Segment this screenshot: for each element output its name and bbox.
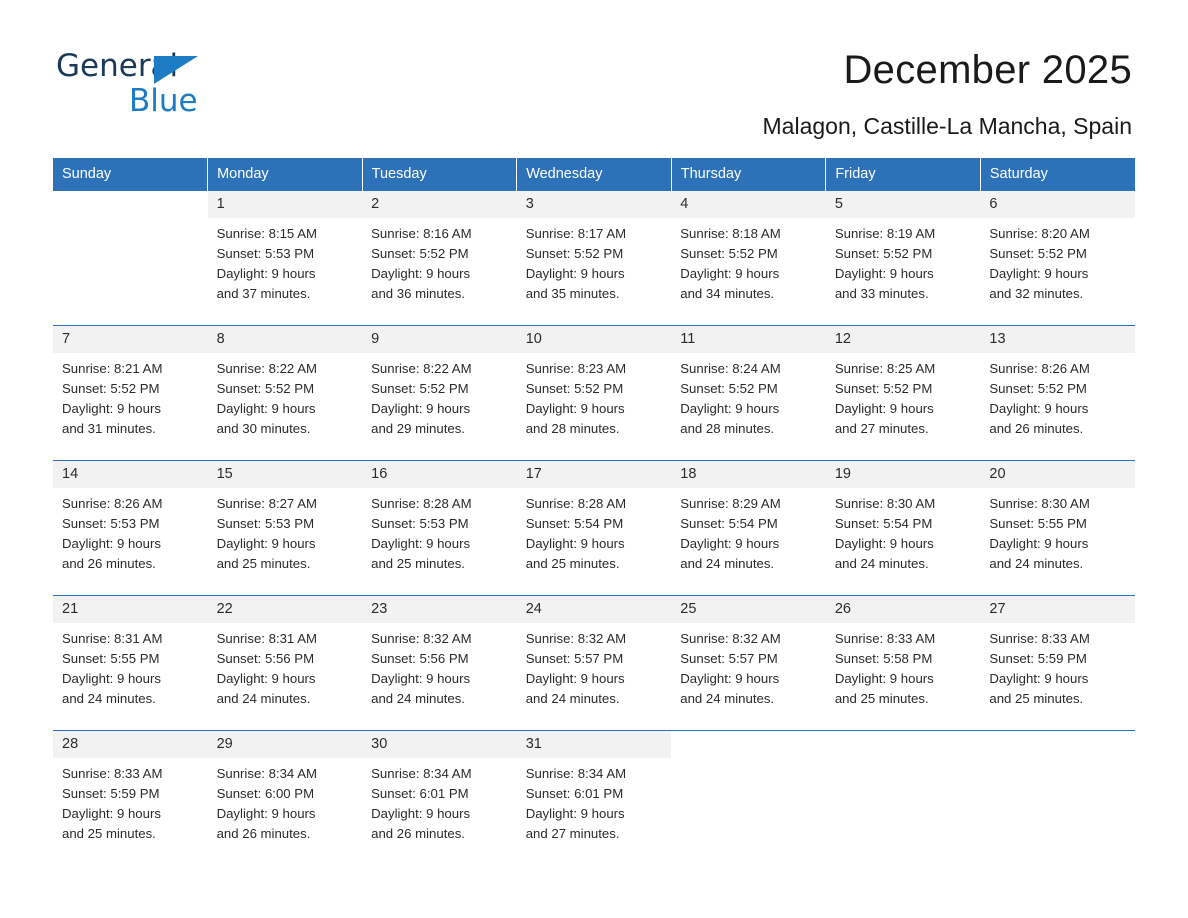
day-info-line: Sunrise: 8:27 AM xyxy=(216,496,317,511)
day-sun-info xyxy=(980,353,1135,439)
day-sun-info xyxy=(362,353,517,439)
day-info-line: Sunrise: 8:18 AM xyxy=(680,226,781,241)
day-number: 18 xyxy=(671,461,826,488)
day-number: 26 xyxy=(826,596,981,623)
day-number: 27 xyxy=(980,596,1135,623)
day-info-line: and 31 minutes. xyxy=(62,421,156,436)
day-number: 30 xyxy=(362,731,517,758)
calendar-day-cell[interactable] xyxy=(826,191,981,326)
calendar-empty-cell xyxy=(826,731,981,866)
day-number: 9 xyxy=(362,326,517,353)
day-number: 3 xyxy=(517,191,672,218)
calendar-day-cell[interactable] xyxy=(362,326,517,461)
day-info-line: Sunrise: 8:17 AM xyxy=(525,226,627,241)
day-number: 4 xyxy=(671,191,826,218)
day-info-line: Daylight: 9 hours xyxy=(371,536,471,551)
calendar-day-cell[interactable] xyxy=(517,461,672,596)
day-info-line: Sunset: 5:57 PM xyxy=(525,651,624,666)
day-info-line: Sunrise: 8:20 AM xyxy=(989,226,1090,241)
day-sun-info xyxy=(208,758,363,844)
day-info-line: Sunset: 6:00 PM xyxy=(216,786,315,801)
day-info-line: Sunrise: 8:30 AM xyxy=(834,496,936,511)
generalblue-logo xyxy=(56,48,236,120)
day-info-line: Sunrise: 8:25 AM xyxy=(834,361,936,376)
day-info-line: and 34 minutes. xyxy=(680,286,775,301)
day-info-line: and 26 minutes. xyxy=(62,556,156,571)
calendar-day-cell[interactable] xyxy=(980,326,1135,461)
day-info-line: Sunset: 5:54 PM xyxy=(834,516,933,531)
day-number: 5 xyxy=(826,191,981,218)
calendar-week-row xyxy=(53,326,1135,461)
day-info-line: and 33 minutes. xyxy=(834,286,929,301)
day-sun-info xyxy=(53,488,208,574)
day-info-line: Daylight: 9 hours xyxy=(371,806,471,821)
day-info-line: Sunset: 5:56 PM xyxy=(216,651,315,666)
day-info-line: and 24 minutes. xyxy=(62,691,156,706)
day-number xyxy=(671,731,826,758)
calendar-day-cell[interactable] xyxy=(53,731,208,866)
day-info-line: Sunrise: 8:32 AM xyxy=(680,631,781,646)
day-info-line: and 26 minutes. xyxy=(989,421,1084,436)
day-sun-info xyxy=(826,353,981,439)
day-info-line: Sunrise: 8:31 AM xyxy=(62,631,163,646)
day-sun-info xyxy=(517,218,672,304)
day-sun-info xyxy=(517,488,672,574)
day-info-line: and 25 minutes. xyxy=(62,826,156,841)
day-info-line: and 26 minutes. xyxy=(216,826,311,841)
page-title: December 2025 xyxy=(843,48,1132,92)
day-info-line: and 24 minutes. xyxy=(680,556,775,571)
flag-icon xyxy=(154,56,198,84)
day-info-line: Sunrise: 8:22 AM xyxy=(216,361,317,376)
day-info-line: Sunset: 5:59 PM xyxy=(62,786,160,801)
day-info-line: and 24 minutes. xyxy=(216,691,311,706)
day-info-line: Sunrise: 8:30 AM xyxy=(989,496,1090,511)
day-info-line: and 24 minutes. xyxy=(371,691,465,706)
calendar-day-cell[interactable] xyxy=(980,461,1135,596)
day-sun-info xyxy=(362,758,517,844)
day-info-line: Daylight: 9 hours xyxy=(525,536,625,551)
day-info-line: Daylight: 9 hours xyxy=(680,266,780,281)
calendar-week-row xyxy=(53,596,1135,731)
day-info-line: Sunset: 5:58 PM xyxy=(834,651,933,666)
day-info-line: Sunrise: 8:23 AM xyxy=(525,361,627,376)
day-info-line: Daylight: 9 hours xyxy=(62,401,161,416)
day-info-line: Sunset: 5:56 PM xyxy=(371,651,469,666)
calendar-day-cell[interactable] xyxy=(826,596,981,731)
day-number xyxy=(980,731,1135,758)
day-info-line: Daylight: 9 hours xyxy=(216,536,316,551)
day-sun-info xyxy=(362,218,517,304)
day-info-line: Sunrise: 8:21 AM xyxy=(62,361,163,376)
day-info-line: Daylight: 9 hours xyxy=(680,536,780,551)
day-number: 24 xyxy=(517,596,672,623)
day-info-line: Daylight: 9 hours xyxy=(525,266,625,281)
day-number: 28 xyxy=(53,731,208,758)
day-info-line: Sunset: 5:52 PM xyxy=(989,246,1087,261)
day-info-line: and 29 minutes. xyxy=(371,421,465,436)
day-info-line: Daylight: 9 hours xyxy=(62,806,161,821)
calendar-day-cell[interactable] xyxy=(826,326,981,461)
day-info-line: Sunset: 5:54 PM xyxy=(680,516,778,531)
day-info-line: and 27 minutes. xyxy=(834,421,929,436)
day-sun-info xyxy=(980,488,1135,574)
day-info-line: Daylight: 9 hours xyxy=(371,671,471,686)
calendar-empty-cell xyxy=(671,731,826,866)
weekday-header-tuesday: Tuesday xyxy=(362,158,517,191)
calendar-day-cell[interactable] xyxy=(980,191,1135,326)
day-number: 14 xyxy=(53,461,208,488)
day-info-line: Daylight: 9 hours xyxy=(216,671,316,686)
day-number: 6 xyxy=(980,191,1135,218)
day-info-line: Sunset: 6:01 PM xyxy=(525,786,624,801)
calendar-day-cell[interactable] xyxy=(208,326,363,461)
day-number: 21 xyxy=(53,596,208,623)
day-info-line: Daylight: 9 hours xyxy=(989,671,1089,686)
day-info-line: Sunrise: 8:28 AM xyxy=(525,496,627,511)
day-info-line: Sunrise: 8:33 AM xyxy=(989,631,1090,646)
day-number xyxy=(826,731,981,758)
day-number: 25 xyxy=(671,596,826,623)
day-info-line: and 24 minutes. xyxy=(525,691,620,706)
calendar-day-cell[interactable] xyxy=(517,596,672,731)
day-info-line: Daylight: 9 hours xyxy=(525,401,625,416)
day-sun-info xyxy=(362,623,517,709)
calendar-day-cell[interactable] xyxy=(208,596,363,731)
day-info-line: Sunset: 5:57 PM xyxy=(680,651,778,666)
day-info-line: Sunset: 5:54 PM xyxy=(525,516,624,531)
day-info-line: Daylight: 9 hours xyxy=(62,671,161,686)
calendar-day-cell[interactable] xyxy=(517,326,672,461)
weekday-header-wednesday: Wednesday xyxy=(517,158,672,191)
sunrise-sunset-calendar xyxy=(53,158,1135,866)
calendar-day-cell[interactable] xyxy=(671,326,826,461)
calendar-body xyxy=(53,191,1135,866)
day-info-line: Daylight: 9 hours xyxy=(371,266,471,281)
page-header xyxy=(0,0,1188,148)
day-number: 13 xyxy=(980,326,1135,353)
day-sun-info xyxy=(208,488,363,574)
weekday-header-saturday: Saturday xyxy=(980,158,1135,191)
day-number: 20 xyxy=(980,461,1135,488)
day-info-line: Sunset: 5:53 PM xyxy=(62,516,160,531)
calendar-day-cell[interactable] xyxy=(208,461,363,596)
calendar-day-cell[interactable] xyxy=(53,596,208,731)
day-info-line: and 25 minutes. xyxy=(834,691,929,706)
day-number xyxy=(53,191,208,218)
calendar-day-cell[interactable] xyxy=(53,461,208,596)
day-info-line: Daylight: 9 hours xyxy=(525,806,625,821)
day-info-line: Sunrise: 8:34 AM xyxy=(216,766,317,781)
day-info-line: Daylight: 9 hours xyxy=(834,266,934,281)
calendar-empty-cell xyxy=(980,731,1135,866)
calendar-day-cell[interactable] xyxy=(517,731,672,866)
calendar-day-cell[interactable] xyxy=(53,326,208,461)
day-sun-info xyxy=(826,488,981,574)
day-info-line: Sunrise: 8:33 AM xyxy=(834,631,936,646)
calendar-day-cell[interactable] xyxy=(208,731,363,866)
day-number: 19 xyxy=(826,461,981,488)
logo-text-blue: Blue xyxy=(129,83,198,119)
calendar-empty-cell xyxy=(53,191,208,326)
day-sun-info xyxy=(671,488,826,574)
day-info-line: and 25 minutes. xyxy=(989,691,1084,706)
day-sun-info xyxy=(671,353,826,439)
day-number: 31 xyxy=(517,731,672,758)
day-sun-info xyxy=(53,353,208,439)
day-info-line: and 24 minutes. xyxy=(680,691,775,706)
day-info-line: Sunrise: 8:34 AM xyxy=(371,766,472,781)
weekday-header-friday: Friday xyxy=(826,158,981,191)
page-subtitle-location: Malagon, Castille-La Mancha, Spain xyxy=(762,113,1132,139)
day-info-line: Sunrise: 8:29 AM xyxy=(680,496,781,511)
day-info-line: Sunset: 5:52 PM xyxy=(680,246,778,261)
day-sun-info xyxy=(826,218,981,304)
day-number: 16 xyxy=(362,461,517,488)
day-info-line: Sunset: 5:52 PM xyxy=(371,246,469,261)
day-sun-info xyxy=(517,623,672,709)
day-info-line: Sunrise: 8:26 AM xyxy=(62,496,163,511)
day-info-line: Daylight: 9 hours xyxy=(680,401,780,416)
day-info-line: and 27 minutes. xyxy=(525,826,620,841)
day-info-line: Daylight: 9 hours xyxy=(371,401,471,416)
day-info-line: Sunset: 5:52 PM xyxy=(525,381,624,396)
day-sun-info xyxy=(671,218,826,304)
day-info-line: Sunset: 5:52 PM xyxy=(834,381,933,396)
day-info-line: Daylight: 9 hours xyxy=(62,536,161,551)
day-info-line: Sunset: 5:52 PM xyxy=(371,381,469,396)
weekday-header-sunday: Sunday xyxy=(53,158,208,191)
day-number: 1 xyxy=(208,191,363,218)
day-info-line: Sunrise: 8:22 AM xyxy=(371,361,472,376)
day-info-line: and 36 minutes. xyxy=(371,286,465,301)
calendar-day-cell[interactable] xyxy=(980,596,1135,731)
weekday-header-row xyxy=(53,158,1135,191)
weekday-header-monday: Monday xyxy=(208,158,363,191)
day-info-line: Sunset: 6:01 PM xyxy=(371,786,469,801)
calendar-week-row xyxy=(53,731,1135,866)
weekday-header-thursday: Thursday xyxy=(671,158,826,191)
day-info-line: Sunrise: 8:28 AM xyxy=(371,496,472,511)
day-info-line: Sunset: 5:52 PM xyxy=(680,381,778,396)
calendar-day-cell[interactable] xyxy=(362,731,517,866)
day-info-line: Sunset: 5:53 PM xyxy=(216,516,315,531)
day-info-line: Sunrise: 8:26 AM xyxy=(989,361,1090,376)
day-info-line: Daylight: 9 hours xyxy=(216,401,316,416)
day-sun-info xyxy=(208,218,363,304)
day-number: 10 xyxy=(517,326,672,353)
calendar-day-cell[interactable] xyxy=(671,461,826,596)
day-info-line: Sunrise: 8:16 AM xyxy=(371,226,472,241)
day-info-line: Sunset: 5:53 PM xyxy=(216,246,315,261)
day-sun-info xyxy=(208,623,363,709)
day-sun-info xyxy=(826,623,981,709)
day-info-line: Daylight: 9 hours xyxy=(216,266,316,281)
day-info-line: Daylight: 9 hours xyxy=(216,806,316,821)
day-info-line: and 24 minutes. xyxy=(834,556,929,571)
day-info-line: Sunset: 5:55 PM xyxy=(62,651,160,666)
day-info-line: and 30 minutes. xyxy=(216,421,311,436)
day-info-line: and 28 minutes. xyxy=(680,421,775,436)
day-info-line: Daylight: 9 hours xyxy=(989,266,1089,281)
day-number: 11 xyxy=(671,326,826,353)
day-info-line: Sunset: 5:52 PM xyxy=(834,246,933,261)
day-info-line: Daylight: 9 hours xyxy=(525,671,625,686)
day-info-line: Daylight: 9 hours xyxy=(680,671,780,686)
calendar-day-cell[interactable] xyxy=(671,191,826,326)
day-sun-info xyxy=(980,623,1135,709)
calendar-week-row xyxy=(53,191,1135,326)
day-info-line: Sunset: 5:52 PM xyxy=(989,381,1087,396)
day-sun-info xyxy=(362,488,517,574)
calendar-day-cell[interactable] xyxy=(671,596,826,731)
day-number: 17 xyxy=(517,461,672,488)
day-sun-info xyxy=(53,758,208,844)
day-info-line: Sunrise: 8:33 AM xyxy=(62,766,163,781)
day-info-line: Sunrise: 8:24 AM xyxy=(680,361,781,376)
calendar-day-cell[interactable] xyxy=(362,461,517,596)
day-number: 29 xyxy=(208,731,363,758)
day-info-line: Sunrise: 8:32 AM xyxy=(525,631,627,646)
day-sun-info xyxy=(517,758,672,844)
day-sun-info xyxy=(53,623,208,709)
day-info-line: Daylight: 9 hours xyxy=(989,536,1089,551)
day-info-line: and 28 minutes. xyxy=(525,421,620,436)
day-info-line: Sunrise: 8:19 AM xyxy=(834,226,936,241)
day-sun-info xyxy=(671,623,826,709)
day-number: 15 xyxy=(208,461,363,488)
calendar-day-cell[interactable] xyxy=(517,191,672,326)
day-info-line: Daylight: 9 hours xyxy=(834,671,934,686)
day-sun-info xyxy=(517,353,672,439)
day-info-line: Sunset: 5:52 PM xyxy=(216,381,315,396)
day-info-line: and 25 minutes. xyxy=(525,556,620,571)
day-info-line: Sunset: 5:52 PM xyxy=(62,381,160,396)
day-info-line: Sunrise: 8:32 AM xyxy=(371,631,472,646)
day-sun-info xyxy=(208,353,363,439)
day-info-line: Sunset: 5:52 PM xyxy=(525,246,624,261)
day-info-line: Daylight: 9 hours xyxy=(834,401,934,416)
day-number: 12 xyxy=(826,326,981,353)
day-info-line: Daylight: 9 hours xyxy=(989,401,1089,416)
calendar-day-cell[interactable] xyxy=(826,461,981,596)
day-info-line: and 32 minutes. xyxy=(989,286,1084,301)
day-info-line: and 37 minutes. xyxy=(216,286,311,301)
day-info-line: Sunrise: 8:15 AM xyxy=(216,226,317,241)
day-info-line: Sunrise: 8:34 AM xyxy=(525,766,627,781)
day-number: 7 xyxy=(53,326,208,353)
day-info-line: Sunrise: 8:31 AM xyxy=(216,631,317,646)
day-number: 23 xyxy=(362,596,517,623)
day-info-line: and 24 minutes. xyxy=(989,556,1084,571)
day-number: 2 xyxy=(362,191,517,218)
day-info-line: Sunset: 5:59 PM xyxy=(989,651,1087,666)
day-number: 22 xyxy=(208,596,363,623)
day-info-line: Daylight: 9 hours xyxy=(834,536,934,551)
day-info-line: Sunset: 5:53 PM xyxy=(371,516,469,531)
day-info-line: and 35 minutes. xyxy=(525,286,620,301)
calendar-day-cell[interactable] xyxy=(362,191,517,326)
day-number: 8 xyxy=(208,326,363,353)
logo-text-general: General xyxy=(56,48,179,84)
day-info-line: and 25 minutes. xyxy=(216,556,311,571)
day-info-line: and 26 minutes. xyxy=(371,826,465,841)
day-info-line: Sunset: 5:55 PM xyxy=(989,516,1087,531)
day-info-line: and 25 minutes. xyxy=(371,556,465,571)
calendar-day-cell[interactable] xyxy=(208,191,363,326)
calendar-week-row xyxy=(53,461,1135,596)
calendar-day-cell[interactable] xyxy=(362,596,517,731)
day-sun-info xyxy=(980,218,1135,304)
